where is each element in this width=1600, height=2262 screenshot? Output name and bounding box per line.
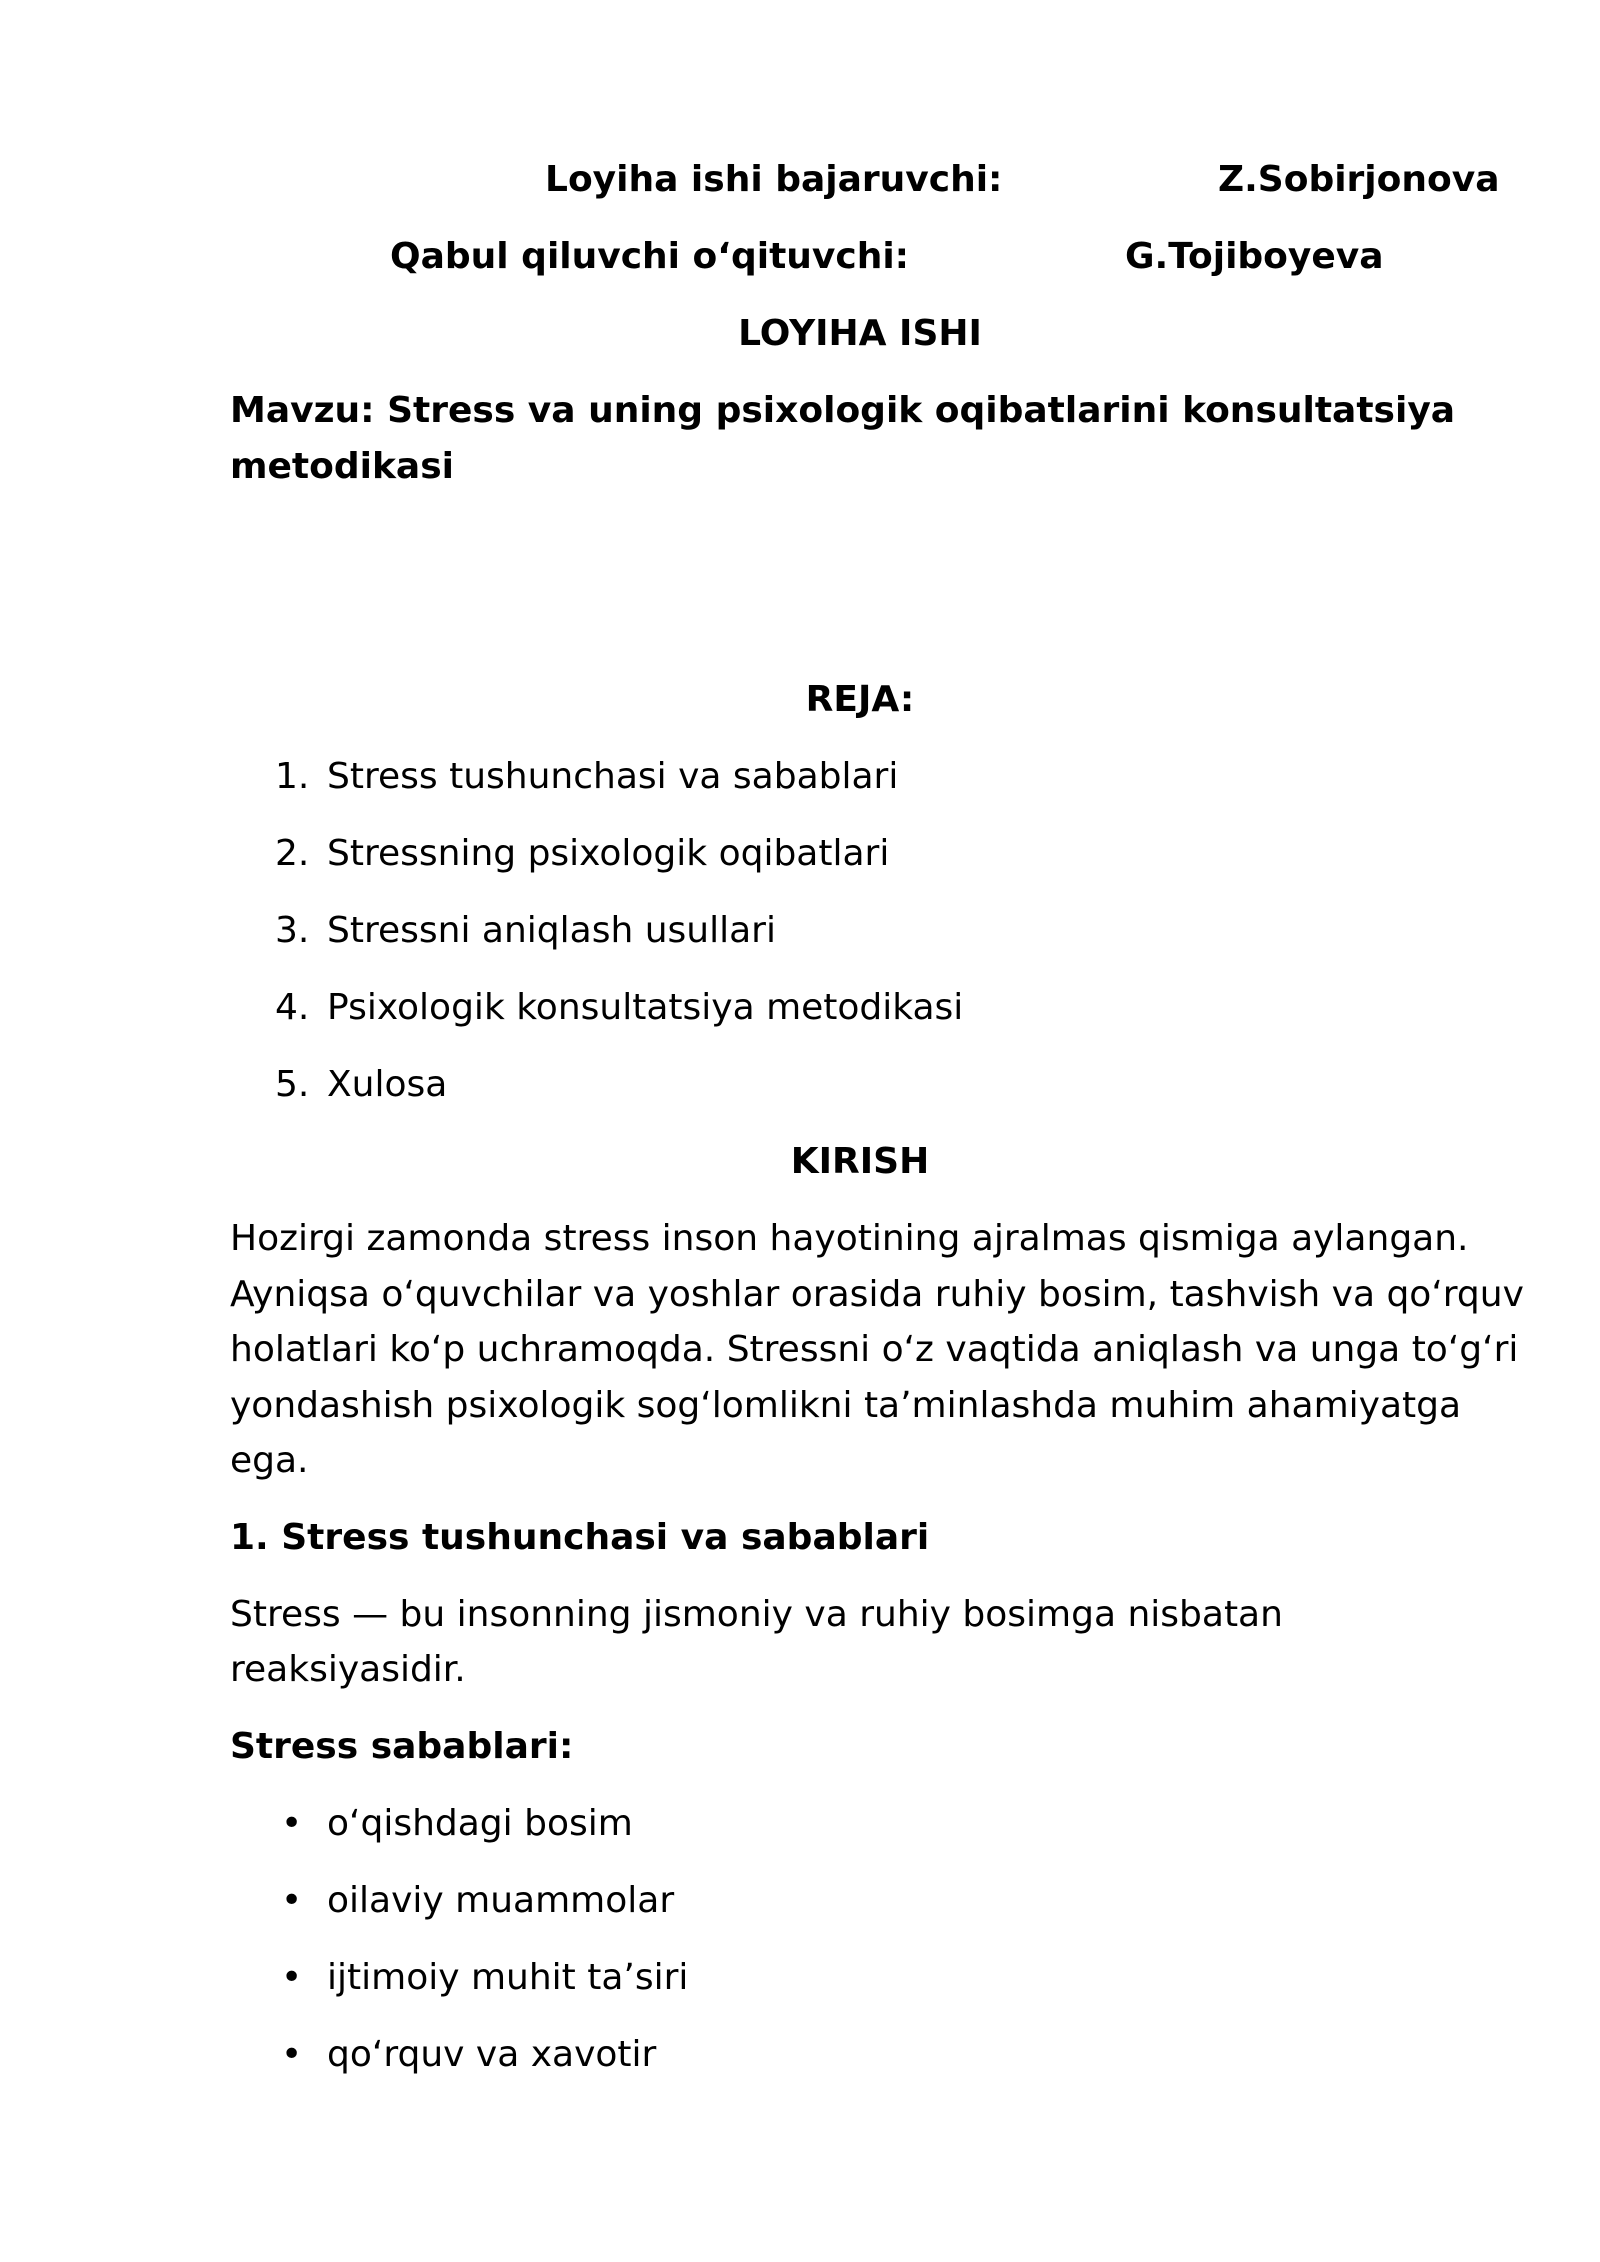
plan-item bbox=[275, 980, 963, 1036]
bullet-icon: • bbox=[281, 1880, 303, 1921]
causes-heading: Stress sabablari: bbox=[230, 1726, 574, 1767]
plan-item-number: 2. bbox=[275, 833, 310, 874]
cause-item bbox=[275, 2027, 656, 2083]
intro-line: Hozirgi zamonda stress inson hayotining ajralmas qismiga aylangan. bbox=[230, 1218, 1469, 1259]
cause-text: o‘qishdagi bosim bbox=[327, 1803, 633, 1844]
executor-label: Loyiha ishi bajaruvchi: bbox=[545, 159, 1003, 200]
plan-item-number: 4. bbox=[275, 987, 310, 1028]
cause-item bbox=[275, 1950, 688, 2006]
topic-line-1: Mavzu: Stress va uning psixologik oqibatlarini konsultatsiya bbox=[230, 390, 1456, 431]
cause-text: oilaviy muammolar bbox=[327, 1880, 675, 1921]
plan-item-text: Xulosa bbox=[327, 1064, 448, 1105]
plan-item-number: 1. bbox=[275, 756, 310, 797]
plan-item-text: Stressning psixologik oqibatlari bbox=[327, 833, 890, 874]
cause-item bbox=[275, 1796, 633, 1852]
intro-line: ega. bbox=[230, 1440, 309, 1481]
plan-item-text: Psixologik konsultatsiya metodikasi bbox=[327, 987, 964, 1028]
bullet-icon: • bbox=[281, 2034, 303, 2075]
section-1-heading: 1. Stress tushunchasi va sabablari bbox=[230, 1517, 930, 1558]
plan-item bbox=[275, 903, 776, 959]
intro-heading: KIRISH bbox=[790, 1141, 930, 1182]
intro-line: holatlari ko‘p uchramoqda. Stressni o‘z vaqtida aniqlash va unga to‘g‘ri bbox=[230, 1329, 1519, 1370]
plan-item-text: Stressni aniqlash usullari bbox=[327, 910, 776, 951]
acceptor-label: Qabul qiluvchi o‘qituvchi: bbox=[390, 236, 910, 277]
plan-item-number: 3. bbox=[275, 910, 310, 951]
cause-text: ijtimoiy muhit ta’siri bbox=[327, 1957, 689, 1998]
plan-heading: REJA: bbox=[805, 679, 915, 720]
cause-text: qo‘rquv va xavotir bbox=[327, 2034, 657, 2075]
plan-item bbox=[275, 826, 889, 882]
bullet-icon: • bbox=[281, 1803, 303, 1844]
topic-line-2: metodikasi bbox=[230, 446, 454, 487]
plan-item bbox=[275, 749, 898, 805]
cause-item bbox=[275, 1873, 674, 1929]
definition-line: Stress — bu insonning jismoniy va ruhiy bosimga nisbatan bbox=[230, 1594, 1283, 1635]
intro-line: Ayniqsa o‘quvchilar va yoshlar orasida ruhiy bosim, tashvish va qo‘rquv bbox=[230, 1274, 1524, 1315]
acceptor-name: G.Tojiboyeva bbox=[1125, 236, 1384, 277]
plan-item-number: 5. bbox=[275, 1064, 310, 1105]
definition-line: reaksiyasidir. bbox=[230, 1649, 466, 1690]
intro-line: yondashish psixologik sog‘lomlikni ta’minlashda muhim ahamiyatga bbox=[230, 1385, 1462, 1426]
plan-item-text: Stress tushunchasi va sabablari bbox=[327, 756, 899, 797]
executor-name: Z.Sobirjonova bbox=[1218, 159, 1500, 200]
document-title: LOYIHA ISHI bbox=[738, 313, 982, 354]
plan-item bbox=[275, 1057, 447, 1113]
bullet-icon: • bbox=[281, 1957, 303, 1998]
